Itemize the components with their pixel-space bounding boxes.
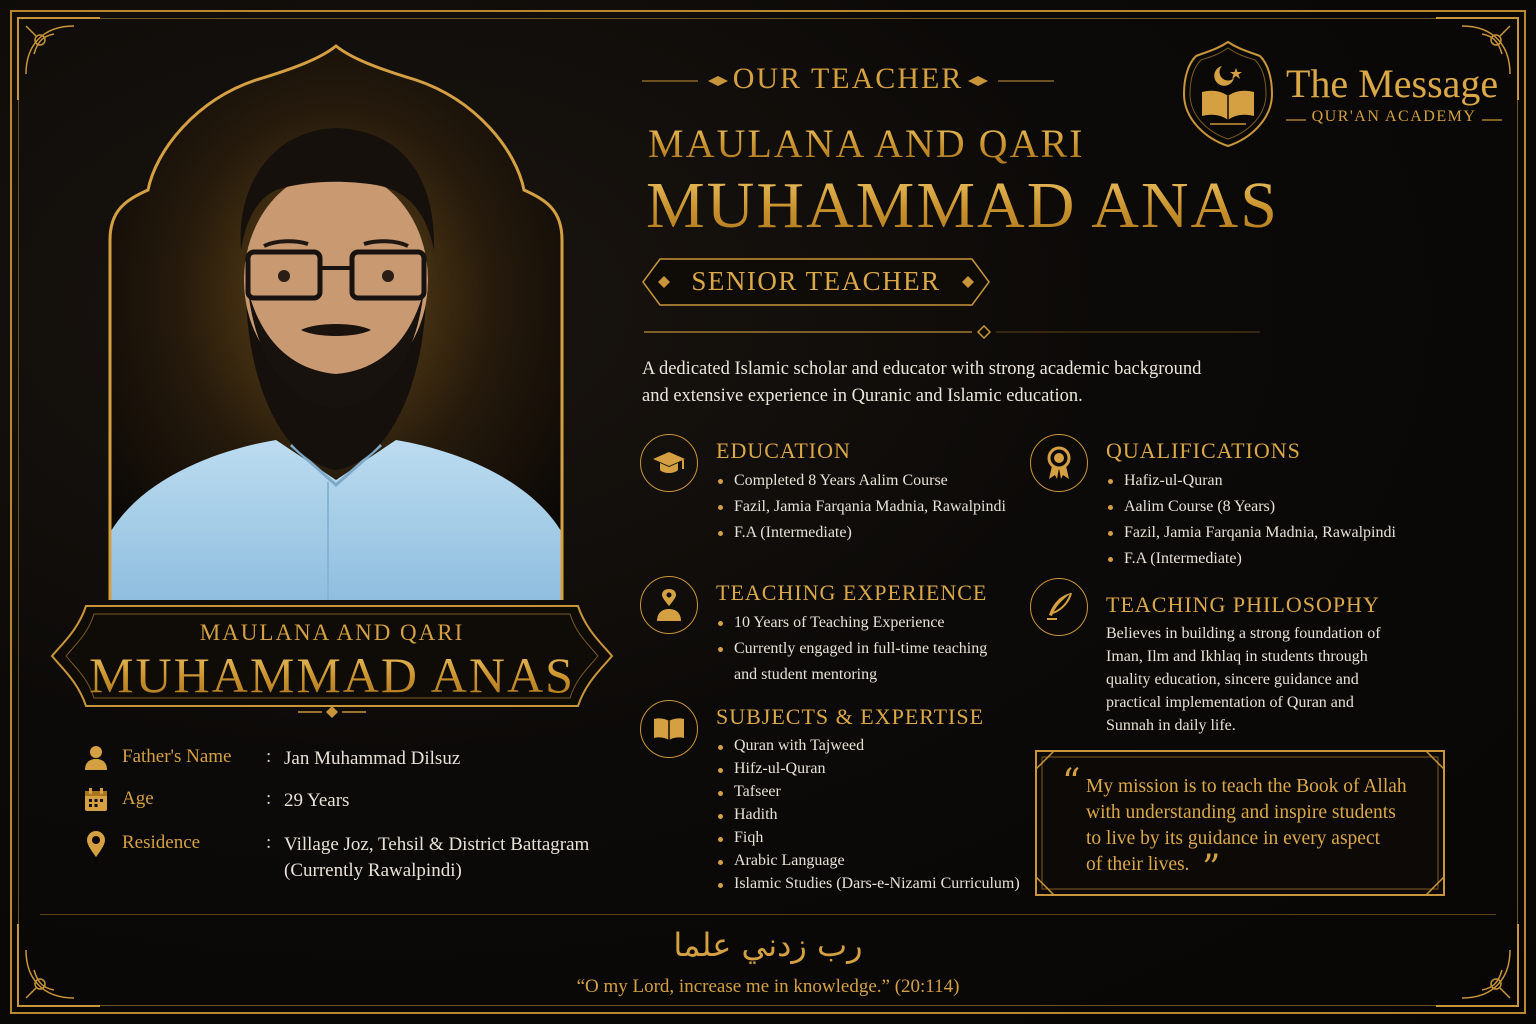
residence-value (284, 832, 614, 884)
age-value: 29 Years (284, 790, 350, 811)
verse-translation: “O my Lord, increase me in knowledge.” (20:114) (576, 976, 960, 997)
philosophy-title: TEACHING PHILOSOPHY (1106, 592, 1380, 617)
philosophy-line: practical implementation of Quran and (1106, 694, 1354, 711)
list-item: Tafseer (716, 780, 1020, 803)
experience-title: TEACHING EXPERIENCE (716, 580, 988, 605)
quill-icon (1030, 578, 1088, 636)
colon: : (266, 832, 272, 853)
teacher-name-heading: MUHAMMAD ANAS (646, 169, 1279, 242)
list-item: 10 Years of Teaching Experience (716, 610, 987, 636)
subjects-title: SUBJECTS & EXPERTISE (716, 704, 985, 729)
list-item: Fazil, Jamia Farqania Madnia, Rawalpindi (1106, 520, 1396, 546)
header-divider (642, 324, 1262, 340)
subjects-section (640, 700, 1030, 910)
subjects-list (716, 734, 1020, 895)
philosophy-line: quality education, sincere guidance and (1106, 671, 1359, 688)
qualifications-section (1030, 434, 1430, 574)
academy-logo-emblem (1180, 38, 1276, 150)
experience-section (640, 576, 1020, 688)
philosophy-section (1030, 578, 1430, 740)
list-item: Arabic Language (716, 849, 1020, 872)
list-item: Hafiz-ul-Quran (1106, 468, 1396, 494)
award-medal-icon (1030, 434, 1088, 492)
list-item: Completed 8 Years Aalim Course (716, 468, 1006, 494)
education-section (640, 434, 1020, 554)
age-label: Age (122, 788, 154, 809)
academy-name: The Message (1286, 61, 1499, 106)
philosophy-text (1106, 622, 1406, 737)
role-badge-text: SENIOR TEACHER (691, 266, 941, 296)
education-list (716, 468, 1006, 546)
list-item: F.A (Intermediate) (716, 520, 1006, 546)
person-icon (82, 744, 110, 772)
open-quote-icon: “ (1062, 762, 1081, 803)
colon: : (266, 788, 272, 809)
residence-line-1: Village Joz, Tehsil & District Battagram (284, 834, 590, 855)
info-row-age (82, 786, 642, 816)
list-item: Fiqh (716, 826, 1020, 849)
info-row-residence (82, 830, 642, 886)
intro-paragraph (642, 356, 1282, 410)
list-item: Hadith (716, 803, 1020, 826)
intro-line-2: and extensive experience in Quranic and Islamic education. (642, 386, 1083, 406)
list-item: Fazil, Jamia Farqania Madnia, Rawalpindi (716, 494, 1006, 520)
experience-list (716, 610, 987, 688)
teacher-pin-icon (640, 576, 698, 634)
list-item-continuation: and student mentoring (734, 666, 878, 683)
quote-line: with understanding and inspire students (1086, 802, 1396, 823)
quote-line: to live by its guidance in every aspect (1086, 828, 1381, 849)
list-item: Islamic Studies (Dars-e-Nizami Curriculum) (716, 872, 1020, 895)
quote-line: My mission is to teach the Book of Allah (1086, 776, 1407, 797)
philosophy-line: Sunnah in daily life. (1106, 717, 1236, 734)
philosophy-line: Believes in building a strong foundation of (1106, 625, 1381, 642)
list-item: Currently engaged in full-time teaching (716, 636, 987, 662)
father-name-label: Father's Name (122, 746, 232, 767)
academy-subtitle: QUR'AN ACADEMY (1311, 108, 1477, 125)
title-prefix: MAULANA AND QARI (648, 121, 1085, 166)
open-book-icon (640, 700, 698, 758)
plaque-flourish (296, 704, 368, 720)
residence-label: Residence (122, 832, 201, 853)
qualifications-title: QUALIFICATIONS (1106, 438, 1301, 463)
location-pin-icon (82, 830, 110, 858)
list-item: F.A (Intermediate) (1106, 546, 1396, 572)
info-row-father (82, 744, 642, 774)
list-item: Quran with Tajweed (716, 734, 1020, 757)
eyebrow-block (638, 58, 1058, 102)
residence-line-2: (Currently Rawalpindi) (284, 860, 462, 881)
philosophy-line: Iman, Ilm and Ikhlaq in students through (1106, 648, 1368, 665)
calendar-icon (82, 786, 110, 814)
graduation-cap-icon (640, 434, 698, 492)
list-item: Aalim Course (8 Years) (1106, 494, 1396, 520)
plaque-teacher-name: MUHAMMAD ANAS (46, 646, 618, 704)
mission-quote (1086, 774, 1436, 878)
intro-line-1: A dedicated Islamic scholar and educator with strong academic background (642, 359, 1202, 379)
father-name-value: Jan Muhammad Dilsuz (284, 748, 461, 769)
teacher-portrait (96, 40, 576, 610)
list-item: Hifz-ul-Quran (716, 757, 1020, 780)
footer-divider (40, 914, 1496, 915)
eyebrow-text: OUR TEACHER (732, 62, 964, 95)
colon: : (266, 746, 272, 767)
education-title: EDUCATION (716, 438, 851, 463)
corner-ornament-top-left (14, 14, 104, 104)
qualifications-list (1106, 468, 1396, 572)
close-quote-icon: ” (1202, 848, 1221, 889)
plaque-title-prefix: MAULANA AND QARI (199, 620, 465, 645)
quote-line: of their lives. (1086, 854, 1190, 875)
arabic-verse: رب زدني علما (673, 926, 863, 964)
